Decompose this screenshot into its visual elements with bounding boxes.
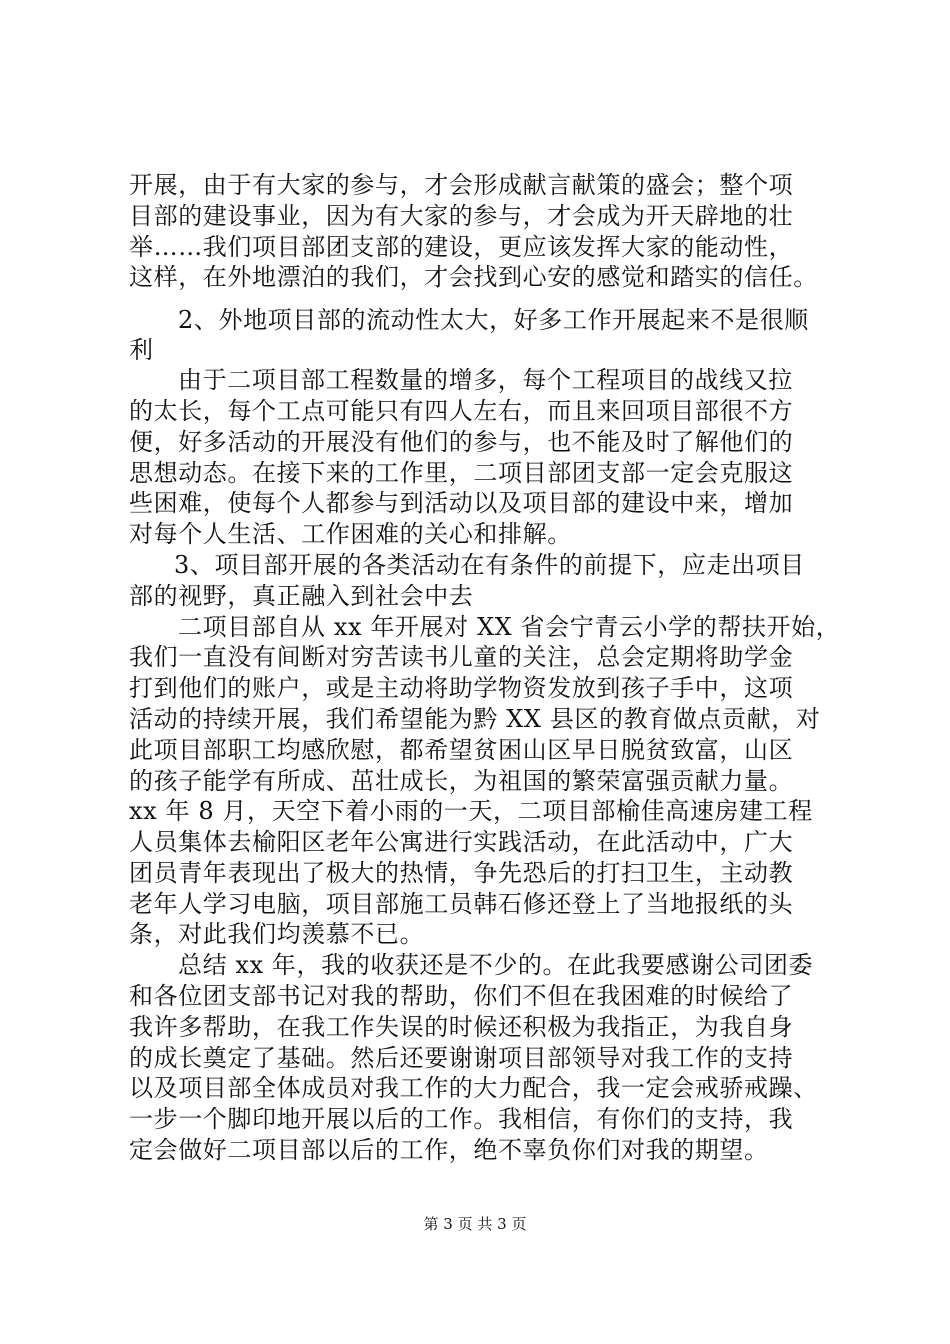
text-line: 便，好多活动的开展没有他们的参与，也不能及时了解他们的 [129,428,794,456]
text-line: 和各位团支部书记对我的帮助，你们不但在我困难的时候给了 [129,982,794,1010]
text-line: 这样，在外地漂泊的我们，才会找到心安的感觉和踏实的信任。 [129,263,818,291]
page-footer: 第 3 页 共 3 页 [423,1215,527,1233]
text-line: 我们一直没有间断对穷苦读书儿童的关注，总会定期将助学金 [129,643,794,671]
text-line: 以及项目部全体成员对我工作的大力配合，我一定会戒骄戒躁、 [129,1074,818,1102]
text-line: 的成长奠定了基础。然后还要谢谢项目部领导对我工作的支持 [129,1044,794,1072]
text-line: 的太长，每个工点可能只有四人左右，而且来回项目部很不方 [129,397,794,425]
text-line: 目部的建设事业，因为有大家的参与，才会成为开天辟地的壮 [129,202,794,230]
text-line: 开展，由于有大家的参与，才会形成献言献策的盛会；整个项 [129,171,794,199]
text-line: 老年人学习电脑，项目部施工员韩石修还登上了当地报纸的头 [129,890,794,918]
text-line: 我许多帮助，在我工作失误的时候还积极为我指正，为我自身 [129,1013,794,1041]
text-line: 条，对此我们均羡慕不已。 [129,920,425,948]
text-line: 由于二项目部工程数量的增多，每个工程项目的战线又拉 [178,366,793,394]
text-line: 此项目部职工均感欣慰，都希望贫困山区早日脱贫致富，山区 [129,736,794,764]
text-line: 定会做好二项目部以后的工作，绝不辜负你们对我的期望。 [129,1136,769,1164]
text-line: 2、外地项目部的流动性太大，好多工作开展起来不是很顺 [178,306,809,334]
text-line: 一步一个脚印地开展以后的工作。我相信，有你们的支持，我 [129,1105,794,1133]
text-line: 的孩子能学有所成、茁壮成长，为祖国的繁荣富强贡献力量。 [129,767,794,795]
text-line: 打到他们的账户，或是主动将助学物资发放到孩子手中，这项 [129,674,794,702]
text-line: 举……我们项目部团支部的建设，更应该发挥大家的能动性， [129,233,794,261]
text-line: 些困难，使每个人都参与到活动以及项目部的建设中来，增加 [129,489,794,517]
text-line: 3、项目部开展的各类活动在有条件的前提下，应走出项目 [174,551,805,579]
text-line: 部的视野，真正融入到社会中去 [129,582,474,610]
text-line: 活动的持续开展，我们希望能为黔 XX 县区的教育做点贡献，对 [129,705,821,733]
text-line: 人员集体去榆阳区老年公寓进行实践活动，在此活动中，广大 [129,828,794,856]
text-line: 对每个人生活、工作困难的关心和排解。 [129,520,572,548]
text-line: 团员青年表现出了极大的热情，争先恐后的打扫卫生，主动教 [129,859,794,887]
text-line: 总结 xx 年，我的收获还是不少的。在此我要感谢公司团委 [178,951,814,979]
text-line: 利 [129,336,154,364]
text-line: xx 年 8 月，天空下着小雨的一天，二项目部榆佳高速房建工程 [129,797,813,825]
text-line: 二项目部自从 xx 年开展对 XX 省会宁青云小学的帮扶开始， [178,613,841,641]
text-line: 思想动态。在接下来的工作里，二项目部团支部一定会克服这 [129,459,794,487]
